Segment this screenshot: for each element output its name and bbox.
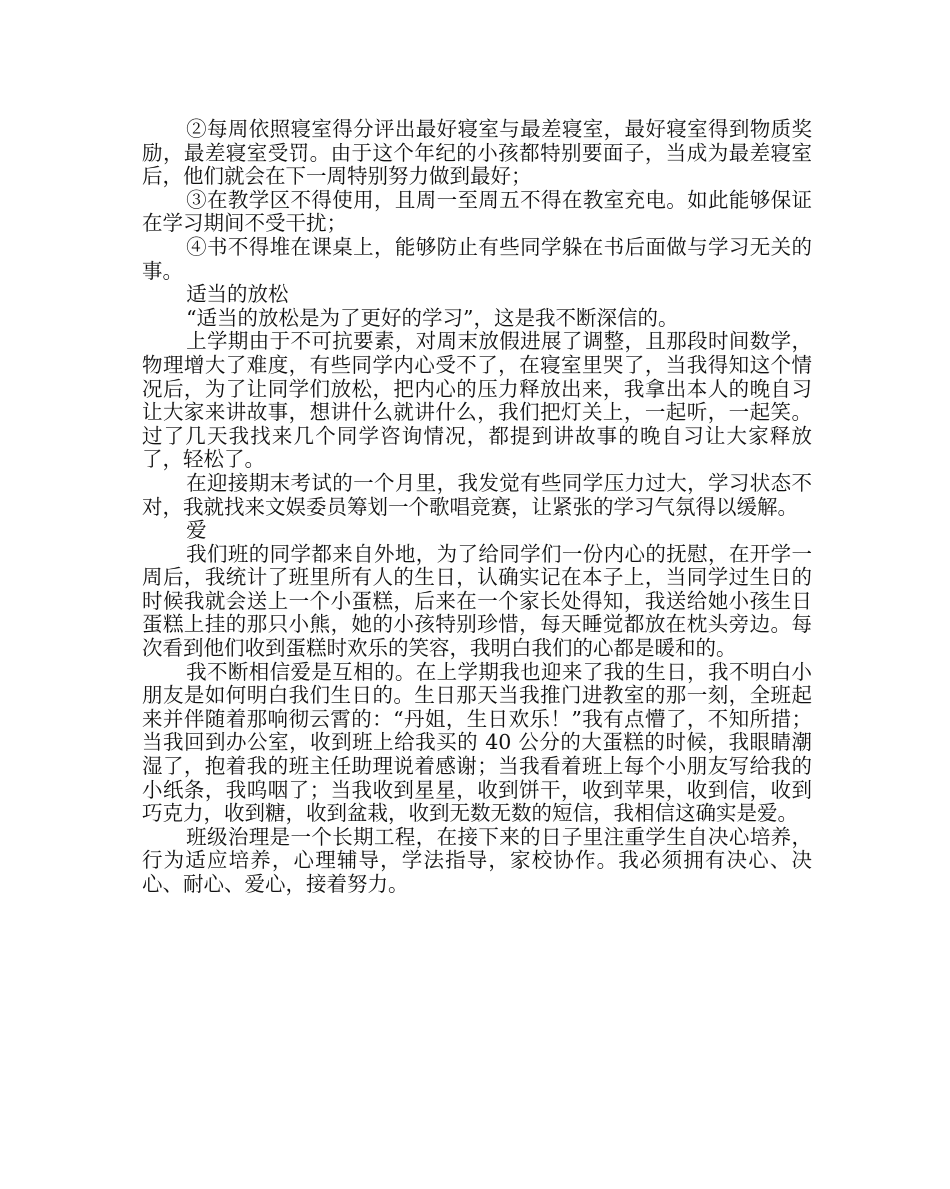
paragraph-singing-contest: 在迎接期末考试的一个月里，我发觉有些同学压力过大，学习状态不对，我就找来文娱委员筹划一个歌唱竞赛，让紧张的学习气氛得以缓解。: [142, 470, 812, 519]
document-body: [142, 118, 812, 897]
paragraph-my-birthday: 我不断相信爱是互相的。在上学期我也迎来了我的生日，我不明白小朋友是如何明白我们生日的。生日那天当我推门进教室的那一刻，全班起来并伴随着那响彻云霄的：“丹姐，生日欢乐！”我有点懵了，不知所措；当我回到办公室，收到班上给我买的 40 公分的大蛋糕的时候，我眼睛潮湿了，抱着我的班主任助理说着感谢；当我看着班上每个小朋友写给我的小纸条，我呜咽了；当我收到星星，收到饼干，收到苹果，收到信，收到巧克力，收到糖，收到盆栽，收到无数无数的短信，我相信这确实是爱。: [142, 659, 812, 826]
section-heading-love: 爱: [186, 518, 207, 543]
paragraph-storytelling: 上学期由于不可抗要素，对周末放假进展了调整，且那段时间数学，物理增大了难度，有些同学内心受不了，在寝室里哭了，当我得知这个情况后，为了让同学们放松，把内心的压力释放出来，我拿出本人的晚自习让大家来讲故事，想讲什么就讲什么，我们把灯关上，一起听，一起笑。过了几天我找来几个同学咨询情况，都提到讲故事的晚自习让大家释放了，轻松了。: [142, 329, 812, 472]
paragraph-relaxation-quote: “适当的放松是为了更好的学习”，这是我不断深信的。: [186, 305, 679, 330]
paragraph-birthdays: 我们班的同学都来自外地，为了给同学们一份内心的抚慰，在开学一周后，我统计了班里所有人的生日，认确实记在本子上，当同学过生日的时候我就会送上一个小蛋糕，后来在一个家长处得知，我送给她小孩生日蛋糕上挂的那只小熊，她的小孩特别珍惜，每天睡觉都放在枕头旁边。每次看到他们收到蛋糕时欢乐的笑容，我明白我们的心都是暖和的。: [142, 541, 812, 661]
paragraph-teaching-area-rule: ③在教学区不得使用，且周一至周五不得在教室充电。如此能够保证在学习期间不受干扰；: [142, 187, 812, 236]
paragraph-desk-books-rule: ④书不得堆在课桌上，能够防止有些同学躲在书后面做与学习无关的事。: [142, 234, 812, 283]
section-heading-relaxation: 适当的放松: [186, 282, 289, 307]
paragraph-conclusion: 班级治理是一个长期工程，在接下来的日子里注重学生自决心培养，行为适应培养，心理辅导，学法指导，家校协作。我必须拥有决心、决心、耐心、爱心，接着努力。: [142, 824, 812, 896]
paragraph-dorm-ranking: ②每周依照寝室得分评出最好寝室与最差寝室，最好寝室得到物质奖励，最差寝室受罚。由于这个年纪的小孩都特别要面子，当成为最差寝室后，他们就会在下一周特别努力做到最好；: [142, 117, 812, 189]
